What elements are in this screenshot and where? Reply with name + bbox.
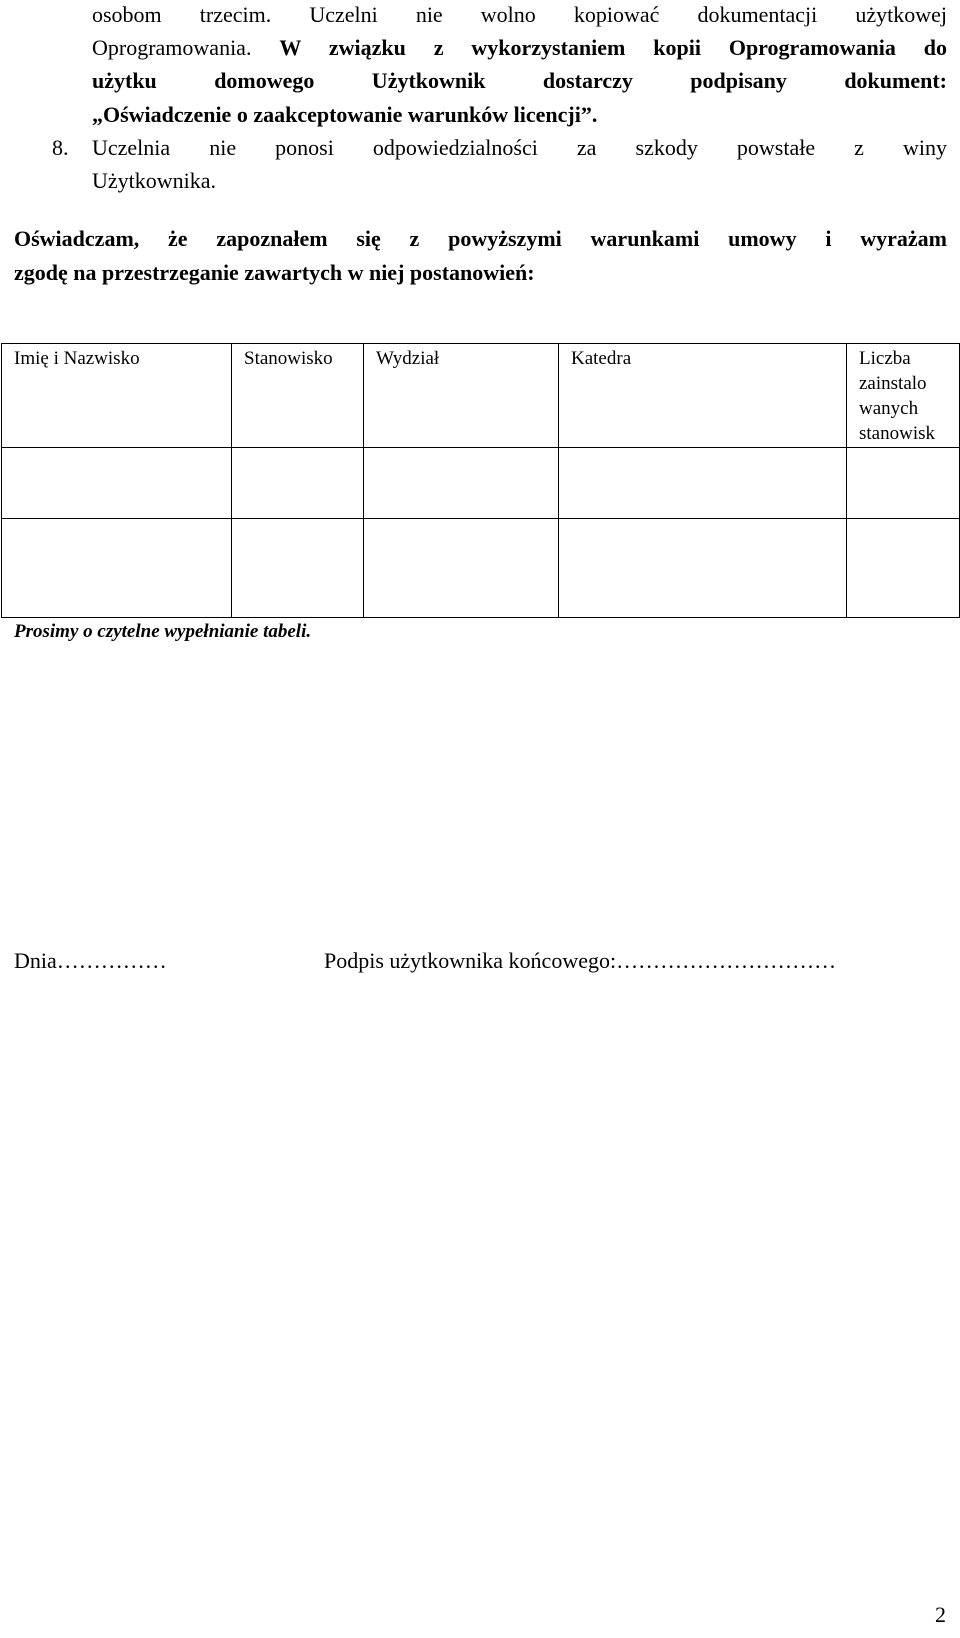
cell-position[interactable] xyxy=(232,519,364,618)
paragraph-7-line-4: „Oświadczenie o zaakceptowanie warunków licencji”. xyxy=(92,102,598,127)
table-row xyxy=(2,519,960,618)
header-position: Stanowisko xyxy=(232,344,364,448)
cell-faculty[interactable] xyxy=(364,448,559,519)
cell-installed-count[interactable] xyxy=(847,448,960,519)
header-department: Katedra xyxy=(559,344,847,448)
declaration-line-1: Oświadczam, że zapoznałem się z powyższymi warunkami umowy i wyrażam xyxy=(14,226,947,251)
table-note: Prosimy o czytelne wypełnianie tabeli. xyxy=(14,621,312,642)
paragraph-8-number: 8. xyxy=(52,135,69,160)
paragraph-7-line-2-bold: W związku z wykorzystaniem kopii Oprogramowania do xyxy=(279,35,947,60)
page-number: 2 xyxy=(935,1602,946,1627)
paragraph-8-line-2: Użytkownika. xyxy=(92,168,217,193)
table-row xyxy=(2,448,960,519)
paragraph-8-line-1: Uczelnia nie ponosi odpowiedzialności za szkody powstałe z winy xyxy=(92,135,947,160)
header-installed-count: Liczba zainstalo wanych stanowisk xyxy=(847,344,960,448)
date-field[interactable]: Dnia…………… xyxy=(14,948,167,973)
installation-table xyxy=(1,343,960,618)
cell-department[interactable] xyxy=(559,519,847,618)
cell-installed-count[interactable] xyxy=(847,519,960,618)
header-name: Imię i Nazwisko xyxy=(2,344,232,448)
paragraph-7-line-2-regular: Oprogramowania. xyxy=(92,35,252,60)
cell-name[interactable] xyxy=(2,448,232,519)
cell-position[interactable] xyxy=(232,448,364,519)
cell-department[interactable] xyxy=(559,448,847,519)
declaration-line-2: zgodę na przestrzeganie zawartych w niej postanowień: xyxy=(14,260,535,285)
cell-faculty[interactable] xyxy=(364,519,559,618)
paragraph-7-line-2 xyxy=(92,31,947,65)
paragraph-7-line-3: użytku domowego Użytkownik dostarczy podpisany dokument: xyxy=(92,68,947,93)
signature-field[interactable]: Podpis użytkownika końcowego:………………………… xyxy=(324,948,837,973)
paragraph-7-line-1: osobom trzecim. Uczelni nie wolno kopiować dokumentacji użytkowej xyxy=(92,2,947,27)
header-faculty: Wydział xyxy=(364,344,559,448)
cell-name[interactable] xyxy=(2,519,232,618)
table-header-row xyxy=(2,344,960,448)
